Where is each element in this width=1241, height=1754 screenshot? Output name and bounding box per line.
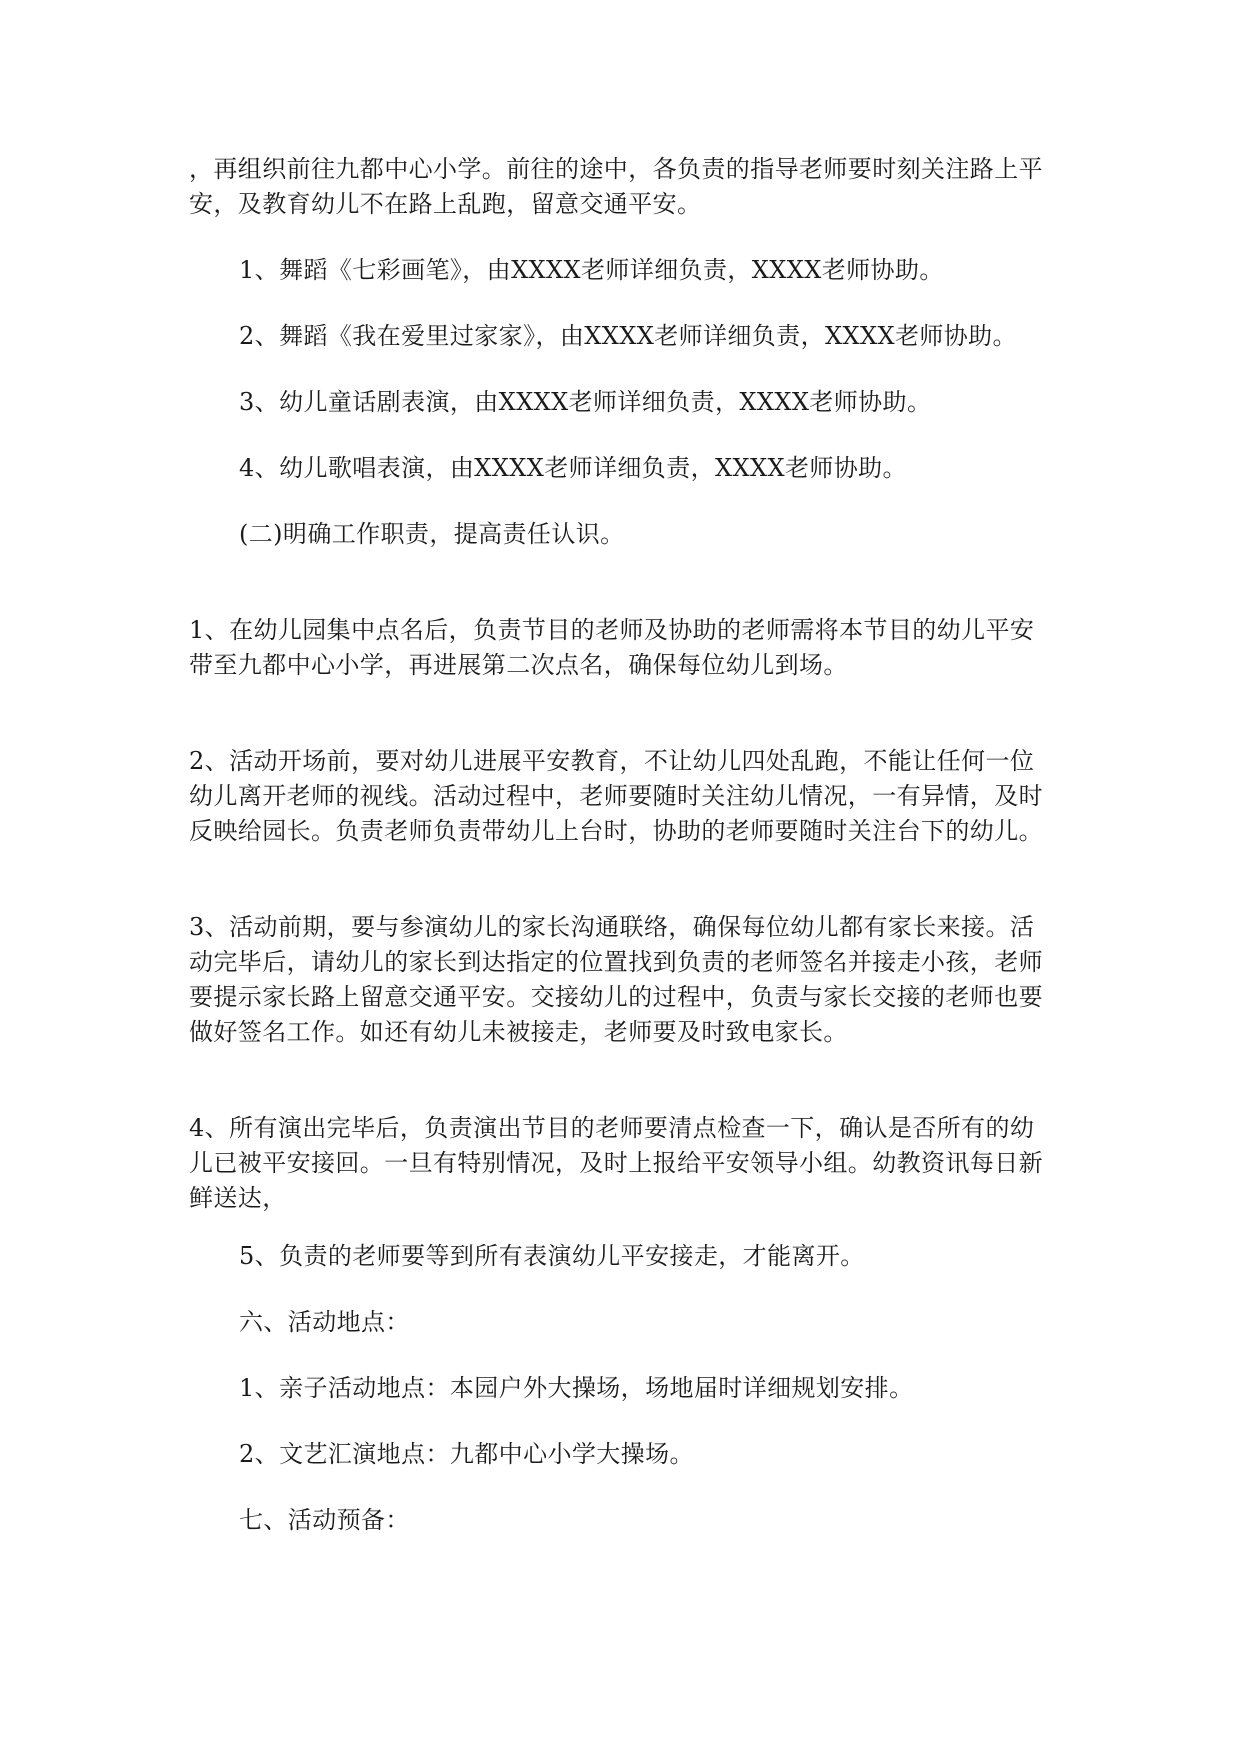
paragraph-program-1: 1、舞蹈《七彩画笔》，由XXXX老师详细负责，XXXX老师协助。 (239, 256, 944, 284)
paragraph-location-2: 2、文艺汇演地点：九都中心小学大操场。 (239, 1440, 694, 1468)
paragraph-duty-1: 1、在幼儿园集中点名后，负责节目的老师及协助的老师需将本节目的幼儿平安带至九都中心小学，再进展第二次点名，确保每位幼儿到场。 (189, 616, 1035, 679)
paragraph-duty-3: 3、活动前期，要与参演幼儿的家长沟通联络，确保每位幼儿都有家长来接。活动完毕后，请幼儿的家长到达指定的位置找到负责的老师签名并接走小孩，老师要提示家长路上留意交通平安。交接幼儿的过程中，负责与家长交接的老师也要做好签名工作。如还有幼儿未被接走，老师要及时致电家长。 (189, 913, 1043, 1046)
paragraph-duty-4: 4、所有演出完毕后，负责演出节目的老师要清点检查一下，确认是否所有的幼儿已被平安接回。一旦有特别情况，及时上报给平安领导小组。幼教资讯每日新鲜送达， (189, 1114, 1043, 1212)
document-body (189, 152, 1055, 1538)
section-heading-location: 六、活动地点： (239, 1308, 410, 1336)
paragraph-duty-2: 2、活动开场前，要对幼儿进展平安教育，不让幼儿四处乱跑，不能让任何一位幼儿离开老师的视线。活动过程中，老师要随时关注幼儿情况，一有异情，及时反映给园长。负责老师负责带幼儿上台时，协助的老师要随时关注台下的幼儿。 (189, 747, 1043, 845)
paragraph-duty-5: 5、负责的老师要等到所有表演幼儿平安接走，才能离开。 (239, 1242, 865, 1270)
section-heading-duties: (二)明确工作职责，提高责任认识。 (239, 520, 625, 548)
paragraph-location-1: 1、亲子活动地点：本园户外大操场，场地届时详细规划安排。 (239, 1374, 914, 1402)
paragraph-program-4: 4、幼儿歌唱表演，由XXXX老师详细负责，XXXX老师协助。 (239, 454, 907, 482)
paragraph-program-2: 2、舞蹈《我在爱里过家家》，由XXXX老师详细负责，XXXX老师协助。 (239, 322, 1017, 350)
section-heading-preparation: 七、活动预备： (239, 1506, 410, 1534)
paragraph-program-3: 3、幼儿童话剧表演，由XXXX老师详细负责，XXXX老师协助。 (239, 388, 932, 416)
paragraph-route-safety: ，再组织前往九都中心小学。前往的途中，各负责的指导老师要时刻关注路上平安，及教育幼儿不在路上乱跑，留意交通平安。 (189, 155, 1043, 218)
